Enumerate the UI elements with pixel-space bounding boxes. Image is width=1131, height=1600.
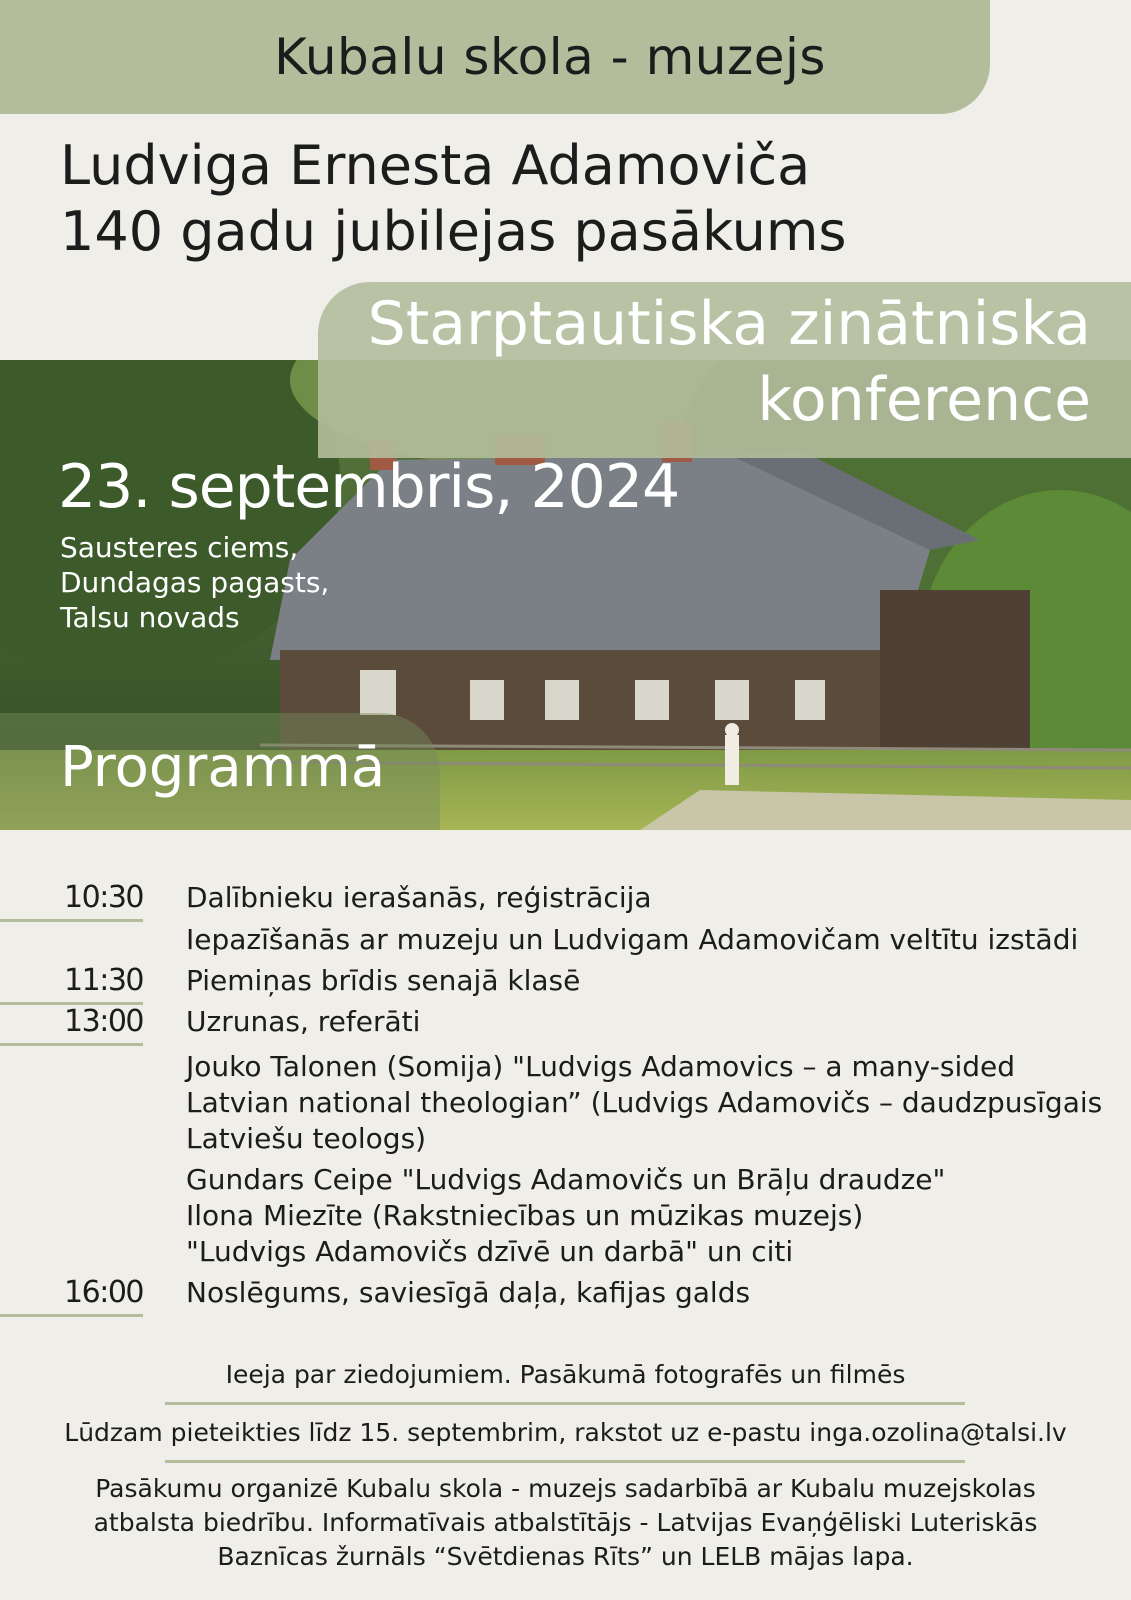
program-item: Gundars Ceipe "Ludvigs Adamovičs un Brāļu draudze" xyxy=(186,1163,946,1196)
program-item: Jouko Talonen (Somija) "Ludvigs Adamovics – a many-sided xyxy=(186,1050,1015,1083)
time-underline xyxy=(0,1314,143,1317)
footer-divider xyxy=(165,1460,965,1463)
conference-line-2: konference xyxy=(757,365,1091,435)
time-16-00: 16:00 xyxy=(64,1275,143,1310)
time-11-30: 11:30 xyxy=(64,963,143,998)
organizer-line-1: Pasākumu organizē Kubalu skola - muzejs sadarbībā ar Kubalu muzejskolas xyxy=(95,1474,1036,1503)
conference-heading xyxy=(368,286,1091,438)
program-item: Piemiņas brīdis senajā klasē xyxy=(186,964,581,997)
conference-line-1: Starptautiska zinātniska xyxy=(367,289,1091,359)
place-line-2: Dundagas pagasts, xyxy=(60,566,330,599)
page-title xyxy=(60,133,847,265)
entry-note: Ieeja par ziedojumiem. Pasākumā fotografēs un filmēs xyxy=(225,1360,906,1389)
organizer-line-3: Baznīcas žurnāls “Svētdienas Rīts” un LELB mājas lapa. xyxy=(217,1542,914,1571)
school-name: Kubalu skola - muzejs xyxy=(274,28,826,86)
program-item: Latvian national theologian” (Ludvigs Adamovičs – daudzpusīgais xyxy=(186,1086,1103,1119)
program-item: Uzrunas, referāti xyxy=(186,1005,421,1038)
header-band xyxy=(0,0,990,114)
time-underline xyxy=(0,919,143,922)
organizer-line-2: atbalsta biedrību. Informatīvais atbalstītājs - Latvijas Evaņģēliski Luteriskās xyxy=(93,1508,1038,1537)
time-13-00: 13:00 xyxy=(64,1004,143,1039)
program-item: "Ludvigs Adamovičs dzīvē un darbā" un citi xyxy=(186,1235,794,1268)
event-place xyxy=(60,530,329,635)
program-item: Ilona Miezīte (Rakstniecības un mūzikas muzejs) xyxy=(186,1199,864,1232)
registration-note: Lūdzam pieteikties līdz 15. septembrim, rakstot uz e-pastu inga.ozolina@talsi.lv xyxy=(64,1418,1067,1447)
time-10-30: 10:30 xyxy=(64,880,143,915)
event-date: 23. septembris, 2024 xyxy=(58,452,680,522)
program-item: Iepazīšanās ar muzeju un Ludvigam Adamovičam veltītu izstādi xyxy=(186,923,1079,956)
title-line-1: Ludviga Ernesta Adamoviča xyxy=(60,134,811,197)
program-title: Programmā xyxy=(60,735,386,800)
program-item: Latviešu teologs) xyxy=(186,1122,427,1155)
place-line-3: Talsu novads xyxy=(60,601,240,634)
program-item: Dalībnieku ierašanās, reģistrācija xyxy=(186,881,652,914)
program-item: Noslēgums, saviesīgā daļa, kafijas galds xyxy=(186,1276,751,1309)
footer-divider xyxy=(165,1402,965,1405)
place-line-1: Sausteres ciems, xyxy=(60,531,299,564)
title-line-2: 140 gadu jubilejas pasākums xyxy=(60,200,847,263)
organizer-note xyxy=(0,1472,1131,1574)
time-underline xyxy=(0,1043,143,1046)
